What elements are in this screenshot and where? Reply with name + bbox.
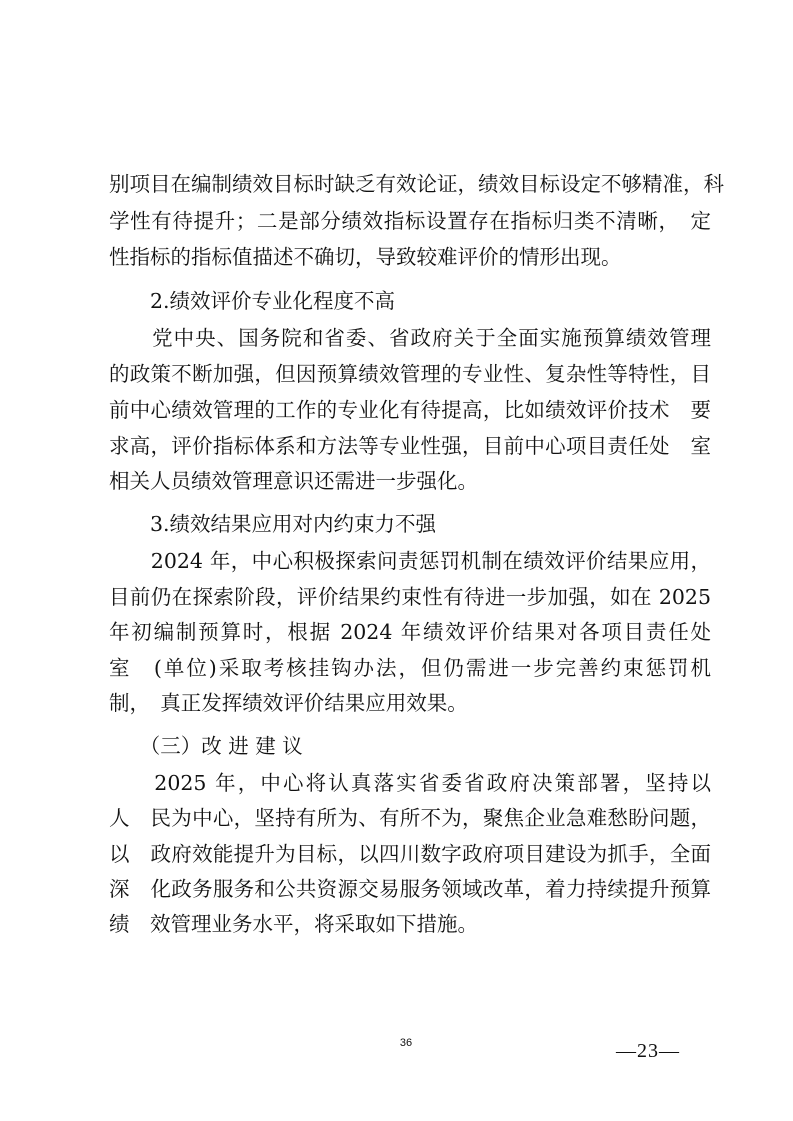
text-line-11: 2024 年，中心积极探索问责惩罚机制在绩效评价结果应用， <box>109 549 711 573</box>
text-line-5: 党中央、国务院和省委、省政府关于全面实施预算绩效管理 <box>109 326 711 350</box>
footer-small-number: 36 <box>399 1037 413 1049</box>
text-line-15: 制， 真正发挥绩效评价结果应用效果。 <box>109 691 468 715</box>
text-line-12: 目前仍在探索阶段，评价结果约束性有待进一步加强，如在 2025 <box>109 585 711 609</box>
text-line-6: 的政策不断加强，但因预算绩效管理的专业性、复杂性等特性，目 <box>109 362 711 386</box>
section-heading-3: 3.绩效结果应用对内约束力不强 <box>109 512 437 536</box>
text-line-1: 别项目在编制绩效目标时缺乏有效论证，绩效目标设定不够精准，科 <box>109 172 724 196</box>
text-line-9: 相关人员绩效管理意识还需进一步强化。 <box>109 469 478 493</box>
text-line-21: 绩 效管理业务水平，将采取如下措施。 <box>109 912 478 936</box>
text-line-17: 2025 年，中心将认真落实省委省政府决策部署，坚持以 <box>109 771 711 795</box>
text-line-7: 前中心绩效管理的工作的专业化有待提高，比如绩效评价技术 要 <box>109 398 711 422</box>
text-line-3: 性指标的指标值描述不确切，导致较难评价的情形出现。 <box>109 245 622 269</box>
text-line-13: 年初编制预算时，根据 2024 年绩效评价结果对各项目责任处 <box>109 620 711 644</box>
section-heading-2: 2.绩效评价专业化程度不高 <box>109 289 396 313</box>
text-line-18: 人 民为中心，坚持有所为、有所不为，聚焦企业急难愁盼问题， <box>109 806 711 830</box>
text-line-14: 室 (单位)采取考核挂钩办法，但仍需进一步完善约束惩罚机 <box>109 656 711 680</box>
text-line-2: 学性有待提升；二是部分绩效指标设置存在指标归类不清晰， 定 <box>109 209 711 233</box>
text-line-20: 深 化政务服务和公共资源交易服务领域改革，着力持续提升预算 <box>109 877 711 901</box>
text-line-19: 以 政府效能提升为目标，以四川数字政府项目建设为抓手，全面 <box>109 842 711 866</box>
section-heading-improvement: （三）改 进 建 议 <box>109 734 303 758</box>
text-line-8: 求高，评价指标体系和方法等专业性强，目前中心项目责任处 室 <box>109 434 711 458</box>
footer-page-number: —23— <box>616 1040 680 1062</box>
